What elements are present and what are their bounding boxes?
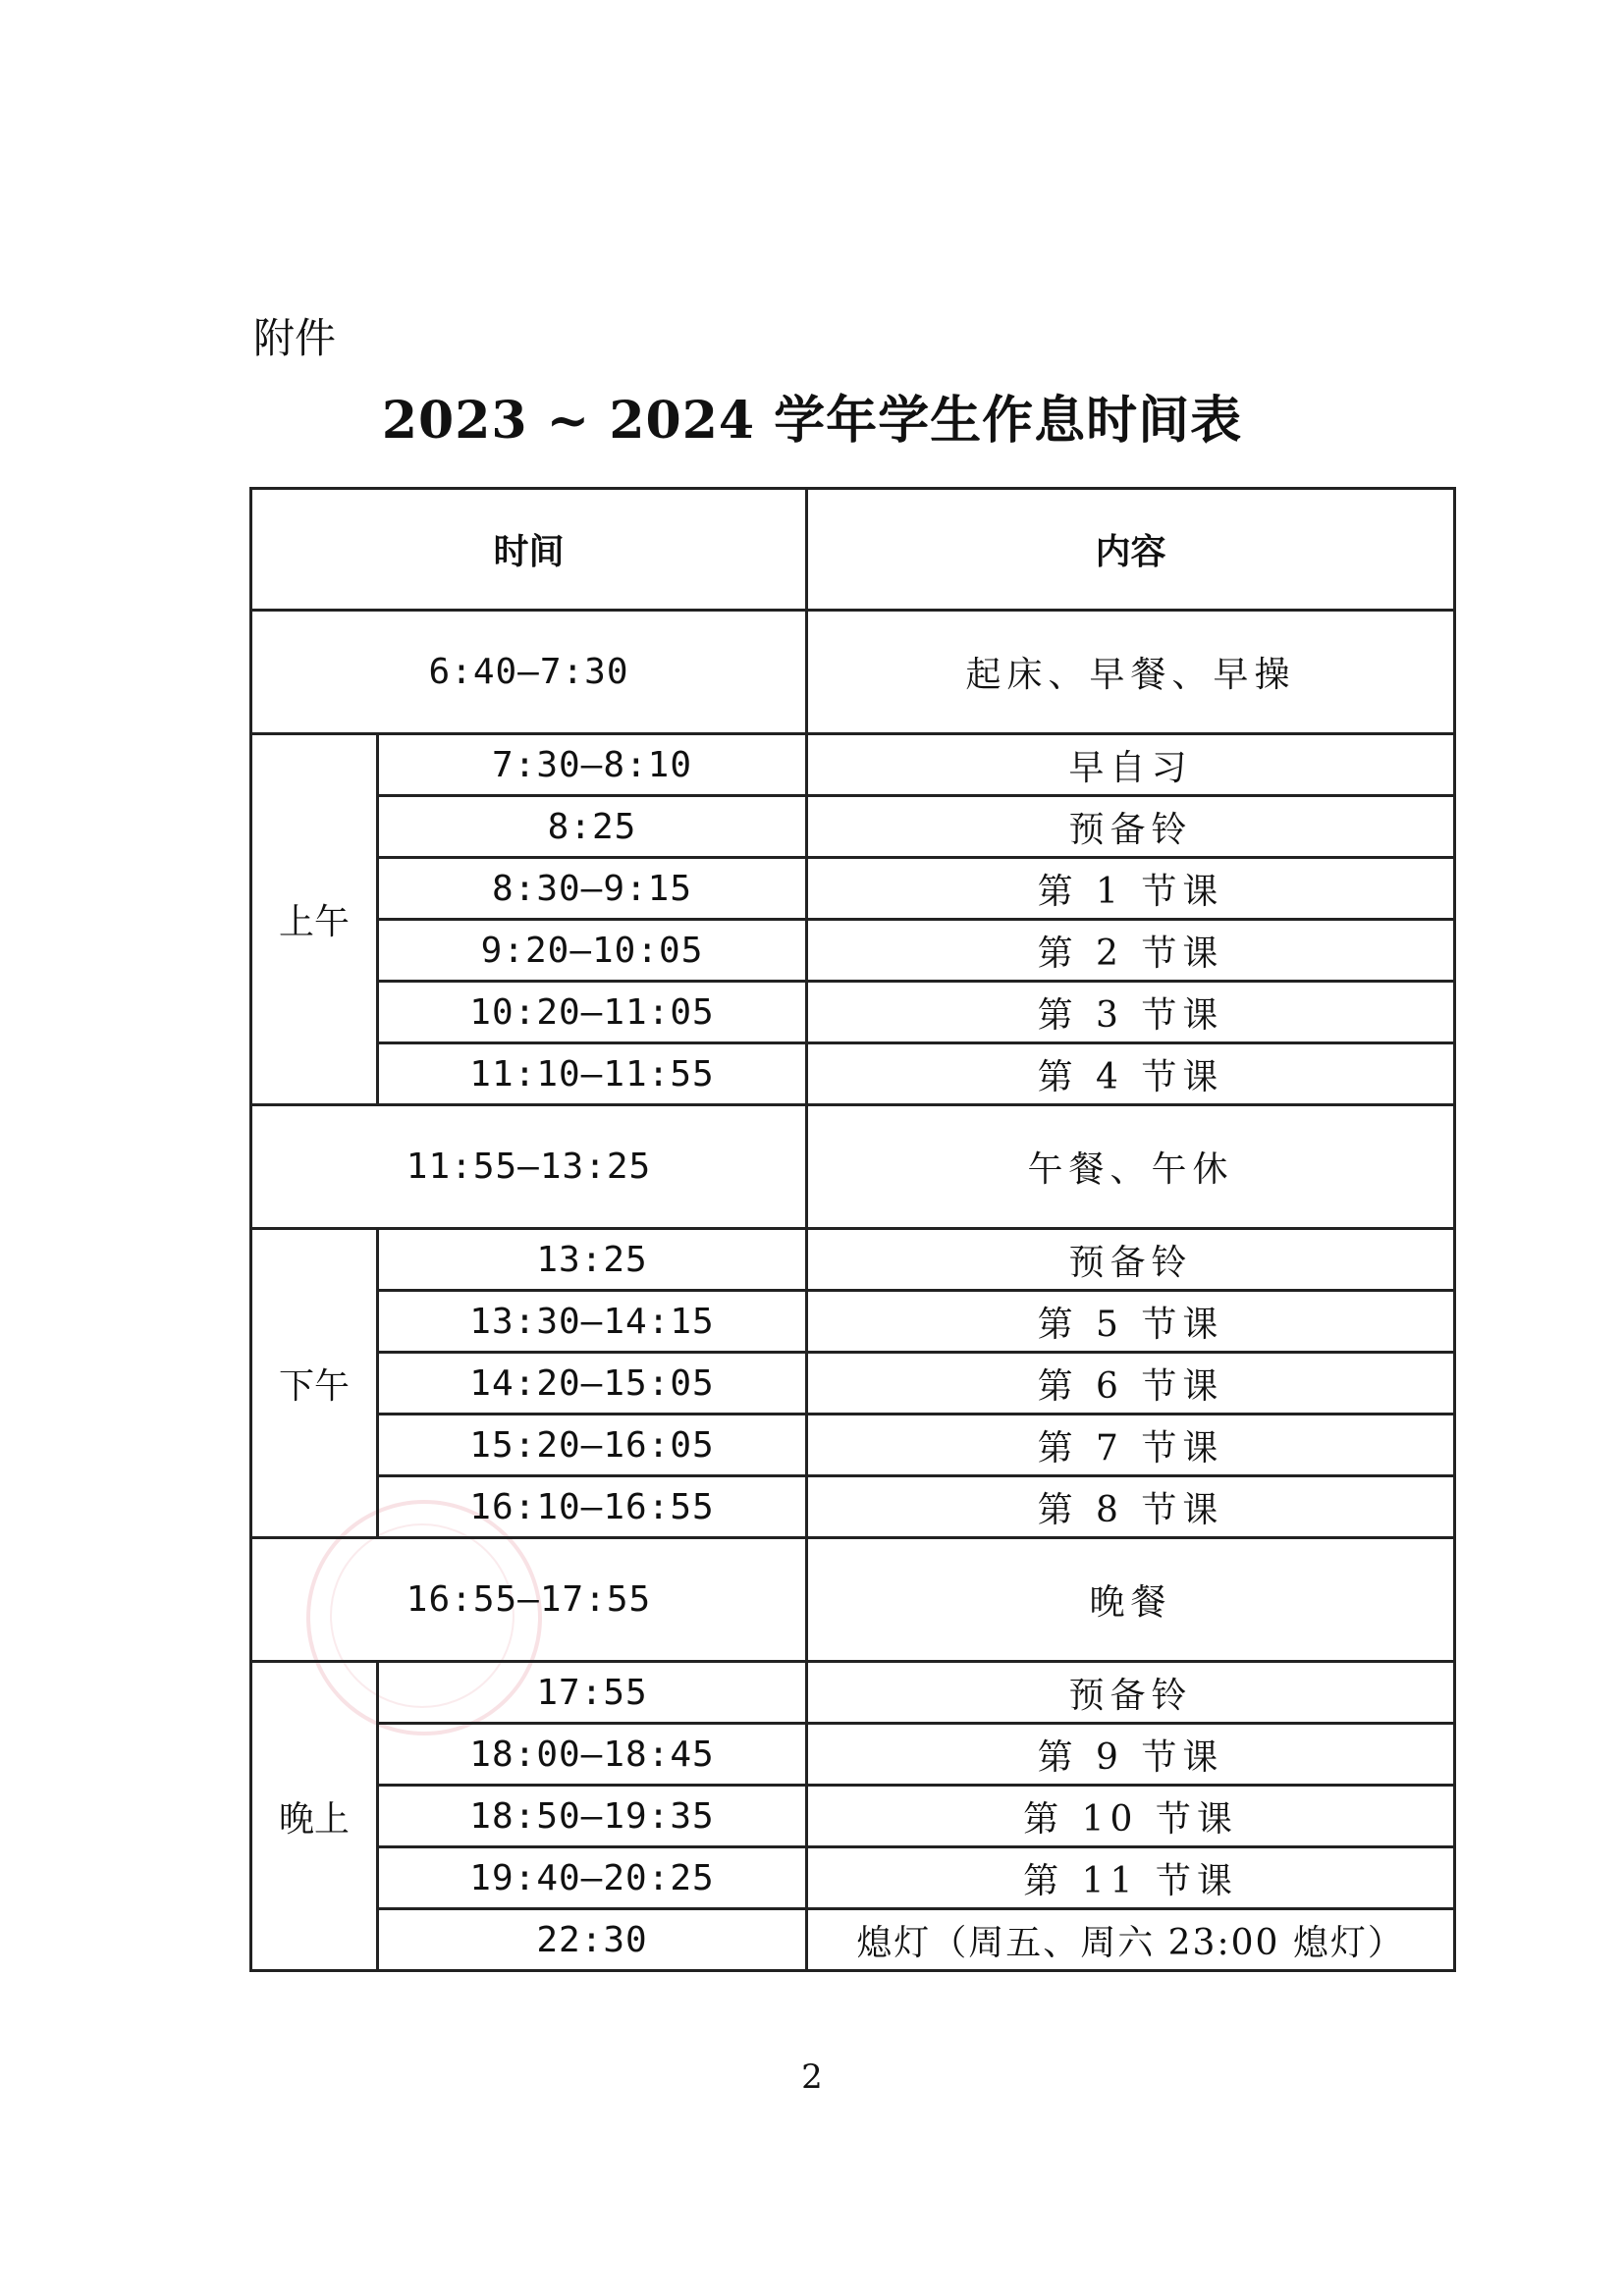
table-row <box>251 1538 1455 1662</box>
time-cell: 11:10—11:55 <box>378 1043 807 1105</box>
time-cell: 18:00—18:45 <box>378 1724 807 1786</box>
header-time: 时间 <box>251 489 807 611</box>
time-cell: 11:55—13:25 <box>251 1105 807 1229</box>
table-row <box>251 1786 1455 1847</box>
content-cell: 第 7 节课 <box>807 1415 1455 1476</box>
table-row <box>251 1662 1455 1724</box>
period-afternoon: 下午 <box>251 1229 378 1538</box>
time-cell: 16:10—16:55 <box>378 1476 807 1538</box>
content-cell: 早自习 <box>807 734 1455 796</box>
time-cell: 16:55—17:55 <box>251 1538 807 1662</box>
content-cell: 起床、早餐、早操 <box>807 611 1455 734</box>
content-cell: 第 8 节课 <box>807 1476 1455 1538</box>
content-cell: 第 6 节课 <box>807 1353 1455 1415</box>
table-row <box>251 1353 1455 1415</box>
content-cell: 第 4 节课 <box>807 1043 1455 1105</box>
table-row <box>251 1415 1455 1476</box>
time-cell: 13:25 <box>378 1229 807 1291</box>
content-cell: 预备铃 <box>807 796 1455 858</box>
content-cell: 第 2 节课 <box>807 920 1455 982</box>
table-row <box>251 796 1455 858</box>
table-row <box>251 982 1455 1043</box>
time-cell: 8:25 <box>378 796 807 858</box>
time-cell: 14:20—15:05 <box>378 1353 807 1415</box>
content-cell: 第 9 节课 <box>807 1724 1455 1786</box>
time-cell: 18:50—19:35 <box>378 1786 807 1847</box>
content-cell: 午餐、午休 <box>807 1105 1455 1229</box>
time-cell: 9:20—10:05 <box>378 920 807 982</box>
table-row <box>251 1724 1455 1786</box>
content-cell: 第 3 节课 <box>807 982 1455 1043</box>
time-cell: 7:30—8:10 <box>378 734 807 796</box>
table-row <box>251 1476 1455 1538</box>
table-row <box>251 1043 1455 1105</box>
period-evening: 晚上 <box>251 1662 378 1971</box>
table-row <box>251 1291 1455 1353</box>
attachment-label: 附件 <box>253 314 337 362</box>
table-row <box>251 1105 1455 1229</box>
schedule-table <box>249 487 1456 1972</box>
table-header-row <box>251 489 1455 611</box>
content-cell: 第 1 节课 <box>807 858 1455 920</box>
time-cell: 13:30—14:15 <box>378 1291 807 1353</box>
document-title: 2023 ~ 2024 学年学生作息时间表 <box>381 391 1243 451</box>
time-cell: 17:55 <box>378 1662 807 1724</box>
table-row <box>251 1229 1455 1291</box>
page-number: 2 <box>801 2057 823 2097</box>
content-cell: 第 10 节课 <box>807 1786 1455 1847</box>
time-cell: 15:20—16:05 <box>378 1415 807 1476</box>
table-row <box>251 858 1455 920</box>
period-morning: 上午 <box>251 734 378 1105</box>
time-cell: 6:40—7:30 <box>251 611 807 734</box>
content-cell: 第 5 节课 <box>807 1291 1455 1353</box>
content-cell: 第 11 节课 <box>807 1847 1455 1909</box>
content-cell: 预备铃 <box>807 1229 1455 1291</box>
time-cell: 19:40—20:25 <box>378 1847 807 1909</box>
content-cell: 晚餐 <box>807 1538 1455 1662</box>
content-cell: 熄灯（周五、周六 23:00 熄灯） <box>807 1909 1455 1971</box>
time-cell: 10:20—11:05 <box>378 982 807 1043</box>
table-row <box>251 1909 1455 1971</box>
time-cell: 8:30—9:15 <box>378 858 807 920</box>
content-cell: 预备铃 <box>807 1662 1455 1724</box>
table-row <box>251 920 1455 982</box>
header-content: 内容 <box>807 489 1455 611</box>
table-row <box>251 1847 1455 1909</box>
table-row <box>251 611 1455 734</box>
table-row <box>251 734 1455 796</box>
time-cell: 22:30 <box>378 1909 807 1971</box>
